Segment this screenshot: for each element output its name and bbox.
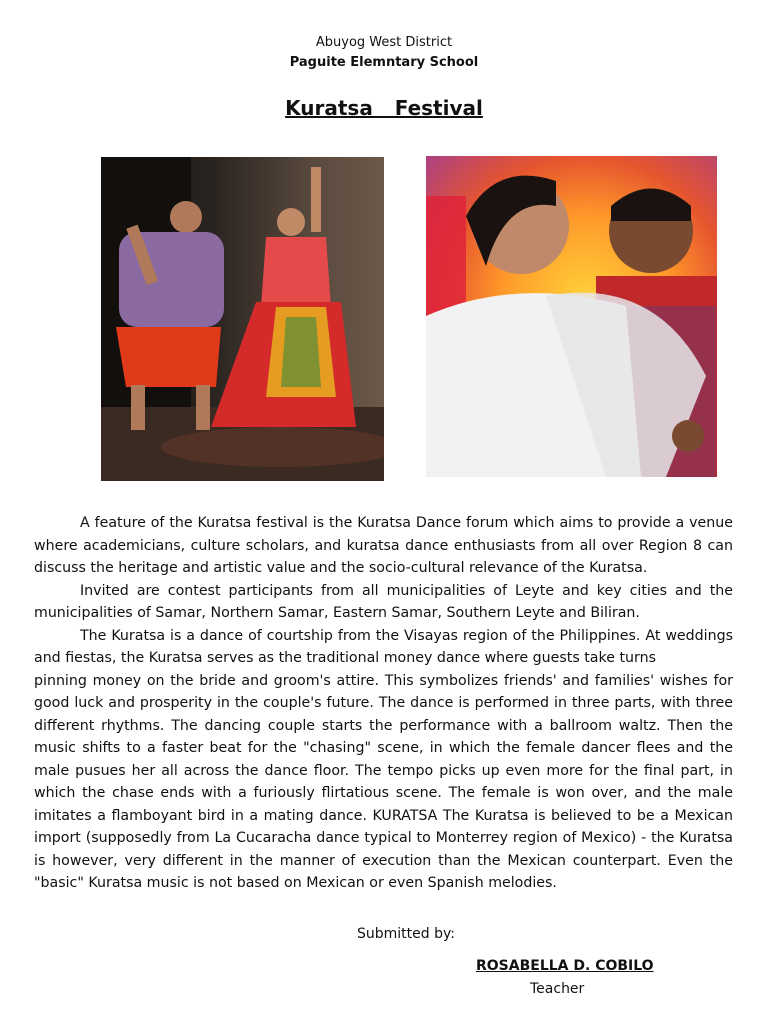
school-name: Paguite Elemntary School <box>289 55 479 70</box>
submitted-by-label: Submitted by: <box>357 926 455 942</box>
dancing-couple-illustration <box>101 157 384 481</box>
paragraph-1: A feature of the Kuratsa festival is the Kuratsa Dance forum which aims to provide a venue where academicians, culture scholars, and kuratsa dance enthusiasts from all over Region 8 can discuss the heritage and artistic value and the socio-cultural relevance of the Kuratsa. <box>34 515 733 576</box>
paragraph-3: The Kuratsa is a dance of courtship from the Visayas region of the Philippines. At weddings and fiestas, the Kuratsa serves as the traditional money dance where guests take turns <box>34 627 733 666</box>
paragraph-4: pinning money on the bride and groom's attire. This symbolizes friends' and families' wishes for good luck and prosperity in the couple's future. The dance is performed in three parts, with three different rhythms. The dancing couple starts the performance with a ballroom waltz. Then the music shifts to a faster beat for the "chasing" scene, in which the female dancer flees and the male pusues her all across the dance floor. The tempo picks up even more for the final part, in which the chase ends with a furiously flirtatious scene. The female is won over, and the male imitates a flamboyant bird in a mating dance. KURATSA The Kuratsa is believed to be a Mexican import (supposedly from La Cucaracha dance typical to Monterrey region of Mexico) - the Kuratsa is however, very different in the manner of execution than the Mexican counterpart. Even the "basic" Kuratsa music is not based on Mexican or even Spanish melodies. <box>34 672 733 891</box>
teacher-name: ROSABELLA D. COBILO <box>476 958 654 974</box>
district-name: Abuyog West District <box>315 35 453 50</box>
page-title: Kuratsa Festival <box>285 96 483 120</box>
smiling-dancers-illustration <box>426 156 717 477</box>
paragraph-2: Invited are contest participants from all municipalities of Leyte and key cities and the municipalities of Samar, Northern Samar, Eastern Samar, Southern Leyte and Biliran. <box>34 582 733 621</box>
dancing-couple-photo <box>101 157 384 481</box>
teacher-role: Teacher <box>530 981 585 997</box>
smiling-dancers-photo <box>426 156 717 477</box>
body-text <box>34 512 733 895</box>
